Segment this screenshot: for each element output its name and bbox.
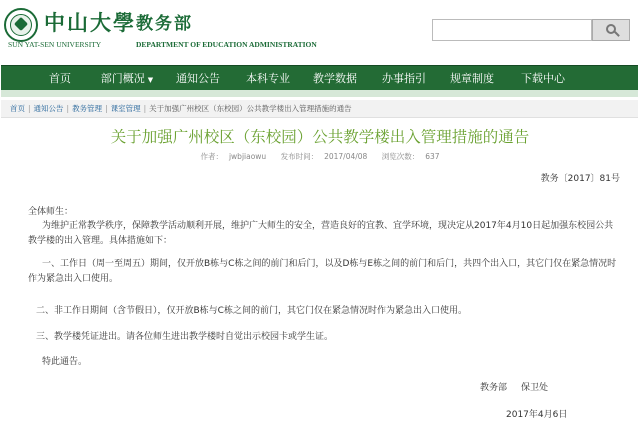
meta-date-value: 2017/04/08: [324, 152, 368, 161]
sign-date: 2017年4月6日: [506, 410, 568, 420]
nav-label-majors: 本科专业: [246, 72, 290, 85]
nav-item-majors[interactable]: [237, 66, 299, 91]
nav-subbar: [1, 90, 638, 97]
meta-views-label: 浏览次数：: [381, 152, 420, 161]
article-meta: [0, 151, 640, 163]
article-title: 关于加强广州校区（东校园）公共教学楼出入管理措施的通告: [110, 128, 530, 146]
chevron-down-icon: ▼: [147, 76, 154, 84]
paragraph-closing: 特此通告。: [42, 357, 88, 367]
breadcrumb-link-home[interactable]: 首页: [10, 104, 25, 113]
signer-education-dept: 教务部: [480, 383, 508, 393]
nav-label-about: 部门概况: [100, 72, 145, 85]
breadcrumb-link-classroom-admin[interactable]: 课室管理: [110, 104, 141, 113]
paragraph-intro: 为维护正常教学秩序，保障教学活动顺利开展，维护广大师生的安全，营造良好的宜教、宜学环境，现决定从2017年4月10日起加强东校园公共教学楼的出入管理。具体措施如下：: [28, 221, 614, 246]
meta-author: [197, 152, 269, 161]
breadcrumb-separator: |: [143, 104, 147, 113]
site-header: [0, 0, 640, 62]
nav-item-downloads[interactable]: [510, 66, 576, 91]
meta-author-value: jwbjiaowu: [228, 152, 267, 161]
document-number: 教务〔2017〕81号: [540, 174, 620, 184]
main-nav: [1, 65, 638, 90]
search-icon-handle: [614, 31, 620, 37]
nav-item-home[interactable]: [31, 66, 89, 91]
breadcrumb-link-notices[interactable]: 通知公告: [33, 104, 64, 113]
department-name-en: DEPARTMENT OF EDUCATION ADMINISTRATION: [136, 40, 317, 49]
nav-item-about[interactable]: [94, 66, 160, 91]
nav-label-regulations: 规章制度: [450, 72, 494, 85]
nav-item-teaching-data[interactable]: [304, 66, 366, 91]
search-input[interactable]: [432, 19, 592, 41]
meta-author-label: 作者：: [200, 152, 223, 161]
nav-item-regulations[interactable]: [441, 66, 503, 91]
university-emblem-icon[interactable]: [4, 8, 38, 42]
breadcrumb-current: 关于加强广州校区（东校园）公共教学楼出入管理措施的通告: [149, 104, 352, 113]
nav-label-teaching-data: 教学数据: [313, 72, 357, 85]
signer-security-dept: 保卫处: [521, 383, 549, 393]
paragraph-rule-3: 三、教学楼凭证进出。请各位师生进出教学楼时自觉出示校园卡或学生证。: [36, 332, 334, 342]
nav-label-home: 首页: [49, 72, 71, 85]
nav-item-notices[interactable]: [165, 66, 231, 91]
meta-date: [278, 152, 371, 161]
search-button[interactable]: [592, 19, 630, 41]
breadcrumb-separator: |: [28, 104, 31, 113]
breadcrumb: [1, 100, 638, 118]
paragraph-rule-2: 二、非工作日期间（含节假日），仅开放B栋与C栋之间的前门，其它门仅在紧急情况时作为紧急出入口使用。: [36, 306, 467, 316]
university-name-cn: 中山大學: [44, 10, 136, 35]
breadcrumb-separator: |: [105, 104, 108, 113]
university-name-en: SUN YAT-SEN UNIVERSITY: [8, 40, 102, 49]
breadcrumb-link-teaching-admin[interactable]: 教务管理: [72, 104, 103, 113]
paragraph-rule-1: 一、工作日（周一至周五）期间，仅开放B栋与C栋之间的前门和后门，以及D栋与E栋之间的前门和后门，共四个出入口，其它门仅在紧急情况时作为紧急出入口使用。: [28, 259, 617, 284]
nav-label-downloads: 下载中心: [521, 72, 565, 85]
meta-date-label: 发布时间：: [280, 152, 319, 161]
breadcrumb-separator: |: [66, 104, 70, 113]
nav-label-notices: 通知公告: [176, 72, 220, 85]
department-name-cn: 教务部: [136, 14, 193, 34]
nav-label-guide: 办事指引: [382, 72, 426, 85]
meta-views: [379, 152, 443, 161]
salutation: 全体师生：: [28, 207, 74, 217]
nav-item-guide[interactable]: [373, 66, 435, 91]
meta-views-value: 637: [425, 152, 440, 161]
signers: [480, 381, 562, 395]
